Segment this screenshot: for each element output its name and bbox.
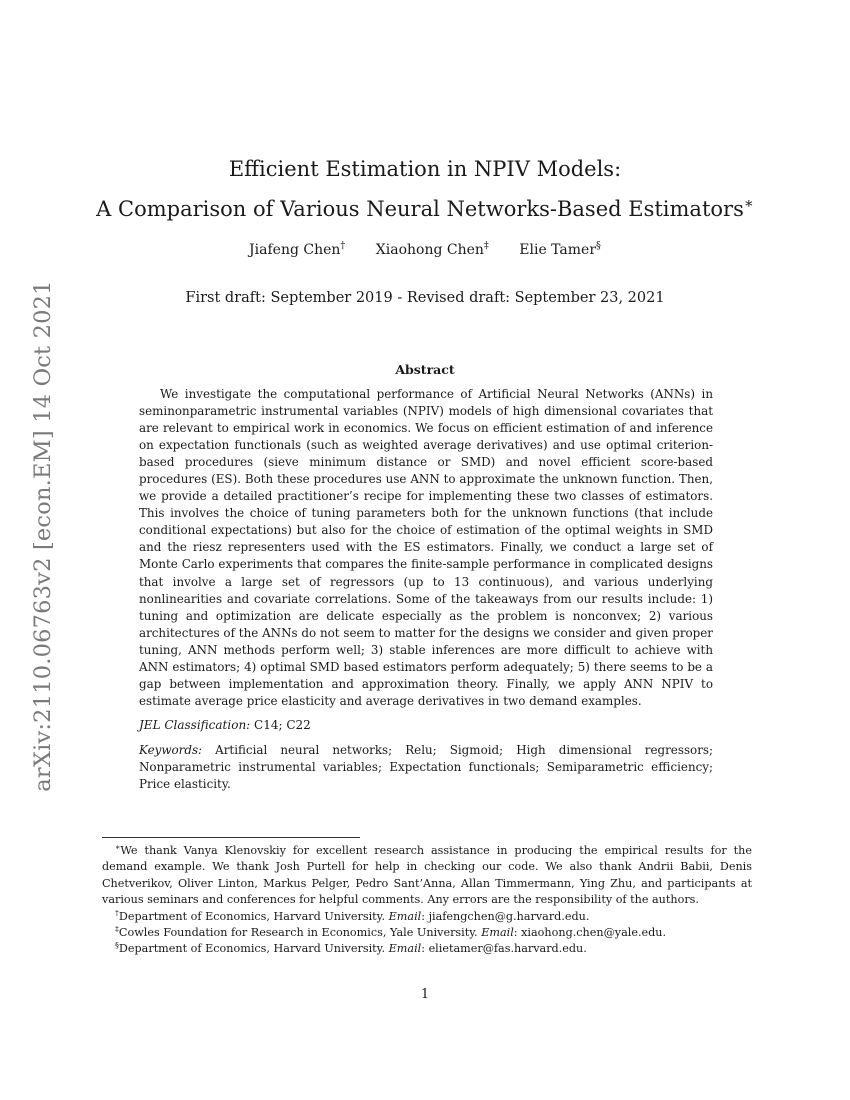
jel-value: C14; C22 [254,718,311,732]
author-1-name: Jiafeng Chen [249,242,341,258]
author-2-footnote-mark[interactable]: ‡ [483,240,489,252]
affiliation-text: Department of Economics, Harvard University. [118,909,386,923]
footnote-affiliation-1: †Department of Economics, Harvard University. Email: jiafengchen@g.harvard.edu. [115,907,590,923]
footnote-text: We thank Vanya Klenovskiy for excellent research assistance in producing the empirical results for the demand example. We thank Josh Purtell for help in checking our code. We also thank Andrii Babii, Denis Chetverikov, Oliver Linton, Markus Pelger, Pedro Sant’Anna, Allan Timmermann, Ying Zhu, and participants at various seminars and conferences for helpful comments. Any errors are the responsibility of the authors. [102,844,752,907]
abstract-heading: Abstract [395,362,455,377]
draft-date: First draft: September 2019 - Revised draft: September 23, 2021 [185,290,665,306]
email-label: Email [481,926,514,940]
email-label: Email [388,909,422,923]
title-line-1-text: Efficient Estimation in NPIV Models: [228,157,622,181]
jel-label: JEL Classification: [139,718,251,732]
author-3-footnote-mark[interactable]: § [596,240,601,252]
footnote-mark: ∗ [115,842,121,852]
keywords [139,742,713,793]
email-link[interactable]: xiaohong.chen@yale.edu. [521,926,667,940]
author-2 [376,242,489,258]
author-3-name: Elie Tamer [519,242,597,258]
author-list [0,242,850,258]
paper-title-line-2 [0,197,850,221]
affiliation-text: Cowles Foundation for Research in Economics, Yale University. [118,926,478,940]
paper-title-line-1 [0,157,850,181]
jel-classification [139,717,713,734]
email-link[interactable]: elietamer@fas.harvard.edu. [428,942,587,956]
abstract-body: We investigate the computational performance of Artificial Neural Networks (ANNs) in seminonparametric instrumental variables (NPIV) models of high dimensional covariates that are relevant to empirical work in economics. We focus on efficient estimation of and inference on expectation functionals (such as weighted average derivatives) and use optimal criterion-based procedures (sieve minimum distance or SMD) and novel efficient score-based procedures (ES). Both these procedures use ANN to approximate the unknown function. Then, we provide a detailed practitioner’s recipe for implementing these two classes of estimators. This involves the choice of tuning parameters both for the unknown functions (that include conditional expectations) but also for the choice of estimation of the optimal weights in SMD and the riesz representers used with the ES estimators. Finally, we conduct a large set of Monte Carlo experiments that compares the finite-sample performance in complicated designs that involve a large set of regressors (up to 13 continuous), and various underlying nonlinearities and covariate correlations. Some of the takeaways from our results include: 1) tuning and optimization are delicate especially as the problem is nonconvex; 2) various architectures of the ANNs do not seem to matter for the designs we consider and given proper tuning, ANN methods perform well; 3) stable inferences are more difficult to achieve with ANN estimators; 4) optimal SMD based estimators perform adequately; 5) there seems to be a gap between implementation and approximation theory. Finally, we apply ANN NPIV to estimate average price elasticity and average derivatives in two demand examples. [139,387,713,708]
footnote-divider [102,837,360,838]
footnote-acknowledgements [102,843,752,909]
footnote-affiliation-3: §Department of Economics, Harvard University. Email: elietamer@fas.harvard.edu. [115,940,587,956]
page-number: 1 [420,987,430,1002]
author-1-footnote-mark[interactable]: † [340,240,346,252]
footnote-mark: § [115,940,119,950]
email-link[interactable]: jiafengchen@g.harvard.edu. [428,909,590,923]
footnote-mark: ‡ [115,924,119,934]
author-2-name: Xiaohong Chen [375,242,484,258]
footnotes [102,843,752,958]
author-3 [519,242,601,258]
author-1 [249,242,345,258]
title-line-2-text: A Comparison of Various Neural Networks-Based Estimators [96,197,744,221]
keywords-value: Artificial neural networks; Relu; Sigmoid; High dimensional regressors; Nonparametric instrumental variables; Expectation functionals; Semiparametric efficiency; Price elasticity. [139,743,714,792]
footnote-mark: † [115,907,119,917]
title-footnote-mark[interactable]: ∗ [743,195,754,212]
email-label: Email [388,942,422,956]
affiliation-text: Department of Economics, Harvard University. [118,942,386,956]
footnote-affiliation-2: ‡Cowles Foundation for Research in Economics, Yale University. Email: xiaohong.chen@yale.edu. [115,924,667,940]
arxiv-side-stamp: arXiv:2110.06763v2 [econ.EM] 14 Oct 2021 [30,280,56,792]
keywords-label: Keywords: [139,743,203,757]
